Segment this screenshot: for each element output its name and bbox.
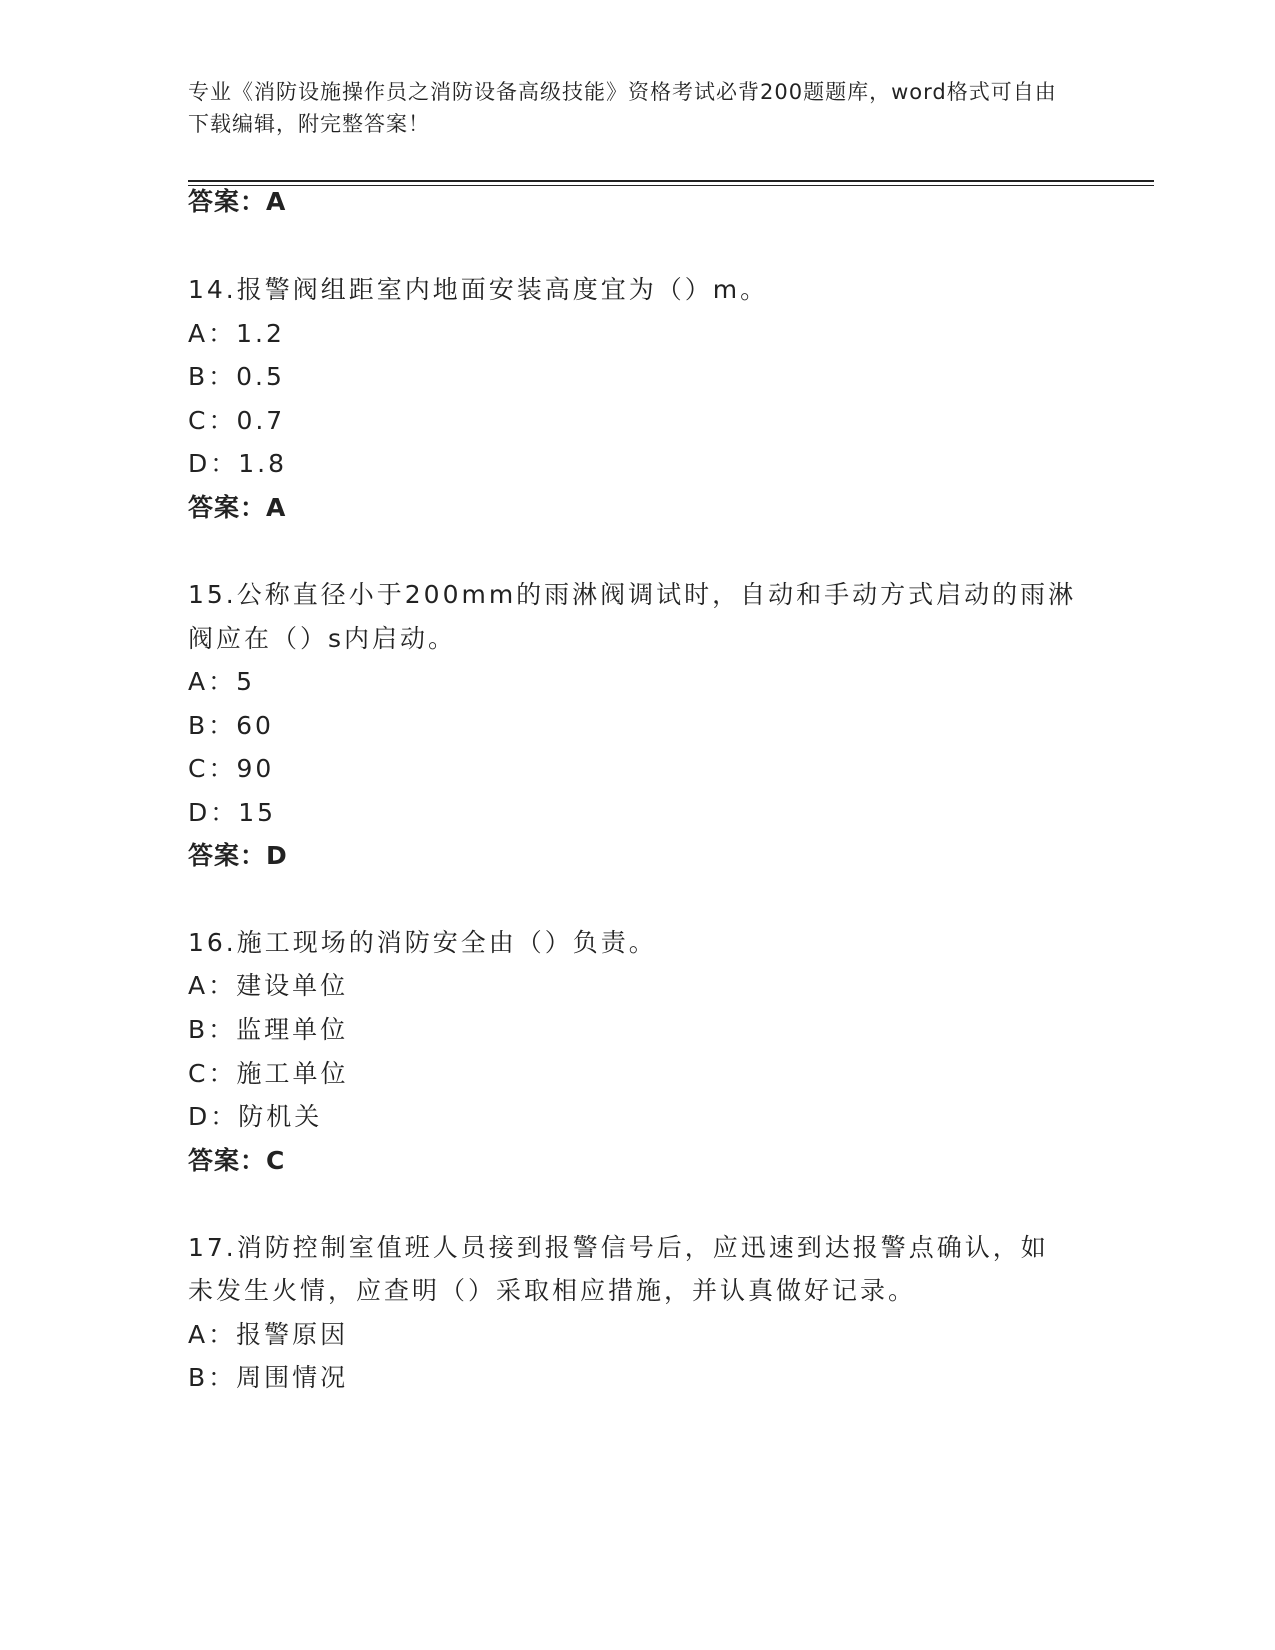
question-15-option-c: C：90	[188, 754, 275, 783]
question-17-option-b: B：周围情况	[188, 1363, 349, 1392]
question-14-option-d: D：1.8	[188, 449, 288, 478]
question-15-text-line1: 15.公称直径小于200mm的雨淋阀调试时，自动和手动方式启动的雨淋	[188, 580, 1077, 609]
question-15-option-d: D：15	[188, 798, 277, 827]
question-14-option-b: B：0.5	[188, 362, 285, 391]
header-divider-thin	[188, 185, 1154, 186]
question-16-answer: 答案：C	[188, 1146, 286, 1175]
answer-prev: 答案：A	[188, 187, 287, 216]
question-15-text-line2: 阀应在（）s内启动。	[188, 624, 457, 653]
question-16-option-b: B：监理单位	[188, 1015, 349, 1044]
question-15-option-a: A：5	[188, 667, 256, 696]
header-divider	[188, 180, 1154, 182]
question-14-option-a: A：1.2	[188, 319, 285, 348]
question-16-text: 16.施工现场的消防安全由（）负责。	[188, 928, 657, 957]
document-header: 专业《消防设施操作员之消防设备高级技能》资格考试必背200题题库，word格式可自由下载编辑，附完整答案！	[188, 80, 1057, 136]
question-17-option-a: A：报警原因	[188, 1320, 349, 1349]
question-15-option-b: B：60	[188, 711, 274, 740]
question-16-option-d: D：防机关	[188, 1102, 323, 1131]
question-16-option-c: C：施工单位	[188, 1059, 349, 1088]
question-14-text: 14.报警阀组距室内地面安装高度宜为（）m。	[188, 275, 769, 304]
question-16-option-a: A：建设单位	[188, 971, 349, 1000]
question-17-text-line1: 17.消防控制室值班人员接到报警信号后，应迅速到达报警点确认，如	[188, 1233, 1049, 1262]
question-17-text-line2: 未发生火情，应查明（）采取相应措施，并认真做好记录。	[188, 1276, 917, 1305]
question-14-option-c: C：0.7	[188, 406, 286, 435]
question-15-answer: 答案：D	[188, 841, 288, 870]
question-14-answer: 答案：A	[188, 493, 287, 522]
